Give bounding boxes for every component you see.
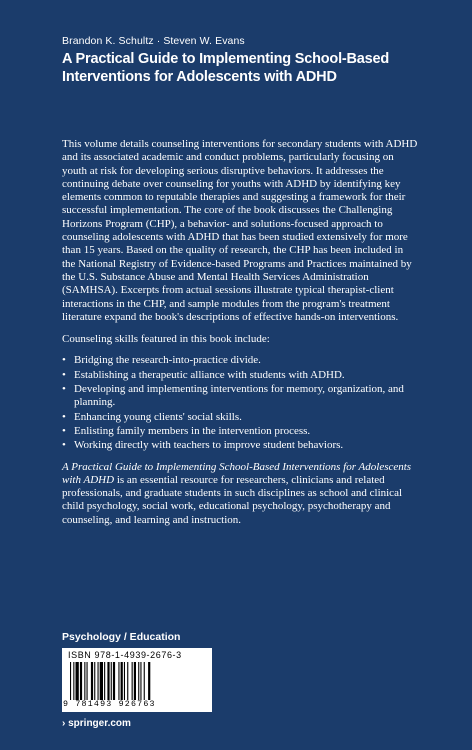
description-paragraph: This volume details counseling interventions for secondary students with ADHD and its associated academic and conduct problems, particularly focusing on youth at risk for developing serious disruptive behaviors. It addresses the continuing debate over counseling for youths with ADHD by identifying key elements common to reputable therapies and suggesting a framework for their successful implementation. The core of the book discusses the Challenging Horizons Program (CHP), a behavior- and solutions-focused approach to counseling adolescents with ADHD that has been studied extensively for more than 15 years. Based on the quality of research, the CHP has been included in the National Registry of Evidence-based Programs and Practices maintained by the U.S. Substance Abuse and Mental Health Services Administration (SAMHSA). Excerpts from actual sessions illustrate typical therapist-client interactions in the CHP, and sample modules from the program's treatment literature expand the book's descriptions of effective hands-on interventions. [62,138,418,323]
list-item: • Enlisting family members in the intervention process. [62,424,311,437]
barcode [62,648,212,712]
category-label: Psychology / Education [62,631,181,643]
bullet-icon: • [62,410,66,423]
skills-intro: Counseling skills featured in this book include: [62,333,270,346]
closing-text: is an essential resource for researchers, clinicians and related professionals, and graduate students in such disciplines as school and clinical child psychology, social work, educational psychology, psychotherapy and counseling, and learning and instruction. [62,473,403,526]
bullet-icon: • [62,439,66,452]
list-item: • Bridging the research-into-practice divide. [62,354,261,367]
authors: Brandon K. Schultz · Steven W. Evans [62,35,245,47]
book-title: A Practical Guide to Implementing School-Based Interventions for Adolescents with ADHD [62,51,390,85]
barcode-bars [70,662,204,700]
closing-title: A Practical Guide to Implementing School-Based Interventions for Adolescents with ADHD [62,460,412,486]
list-item: • Establishing a therapeutic alliance with students with ADHD. [62,368,345,381]
barcode-digits: 9 781493 926763 [63,700,156,709]
isbn-label: ISBN 978-1-4939-2676-3 [68,650,182,660]
closing-paragraph [62,461,418,527]
publisher-url[interactable]: › springer.com [62,718,131,729]
description-block [62,138,418,527]
bullet-icon: • [62,354,66,367]
bullet-icon: • [62,368,66,381]
list-item: • Working directly with teachers to improve student behaviors. [62,439,344,452]
bullet-icon: • [62,383,66,396]
list-item: • Developing and implementing interventions for memory, organization, and planning. [62,383,404,409]
bullet-icon: • [62,424,66,437]
list-item: • Enhancing young clients' social skills. [62,410,242,423]
skills-list [62,354,418,452]
